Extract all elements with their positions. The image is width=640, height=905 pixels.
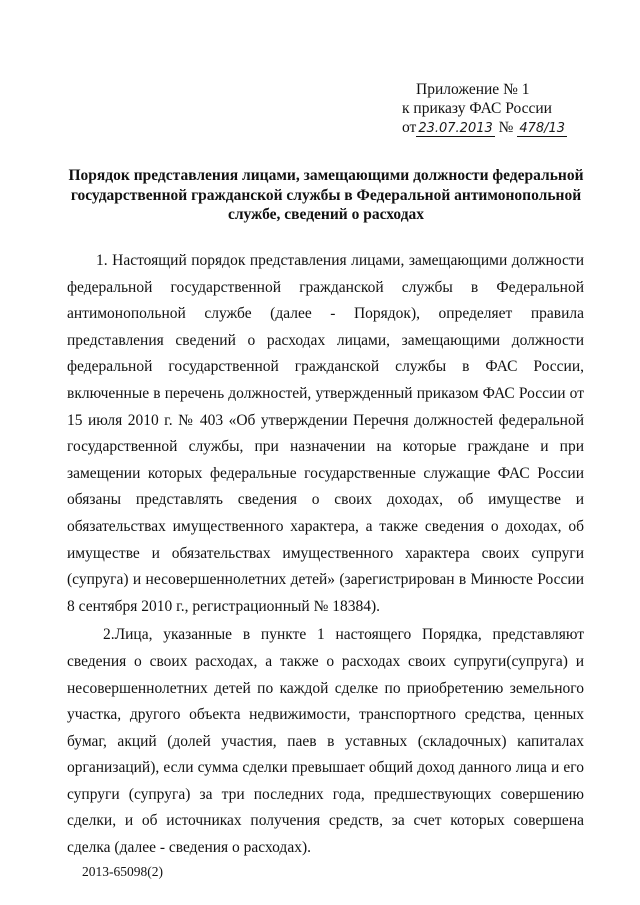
paragraph-1: 1. Настоящий порядок представления лицами, замещающими должности федеральной государственной гражданской службы в Федеральной антимонопольной службе (далее - Порядок), определяет правила представления сведений о расходах лицами, замещающими должности федеральной государственной гражданской службы в ФАС России, включенные в перечень должностей, утвержденный приказом ФАС России от 15 июля 2010 г. № 403 «Об утверждении Перечня должностей федеральной государственной службы, при назначении на которые граждане и при замещении которых федеральные государственные служащие ФАС России обязаны представлять сведения о своих доходах, об имуществе и обязательствах имущественного характера, а также сведения о доходах, об имуществе и обязательствах имущественного характера своих супруги (супруга) и несовершеннолетних детей» (зарегистрирован в Минюсте России 8 сентября 2010 г., регистрационный № 18384). [67,252,584,615]
appendix-order-ref: к приказу ФАС России [402,100,552,117]
document-body [67,248,584,862]
appendix-number-label: № [498,119,514,136]
handwritten-date: 23.07.2013 [418,121,493,136]
paragraph-2: 2.Лица, указанные в пункте 1 настоящего Порядка, представляют сведения о своих расходах, а также о расходах своих супруги(супруга) и несовершеннолетних детей по каждой сделке по приобретению земельного участка, другого объекта недвижимости, транспортного средства, ценных бумаг, акций (долей участия, паев в уставных (складочных) капиталах организаций), если сумма сделки превышает общий доход данного лица и его супруги (супруга) за три последних года, предшествующих совершению сделки, и об источниках получения средств, за счет которых совершена сделка (далее - сведения о расходах). [67,626,584,857]
appendix-date-number [402,118,567,138]
appendix-block [402,80,567,138]
appendix-from-label: от [402,119,417,136]
document-title: Порядок представления лицами, замещающими должности федеральной государственной гражданской службы в Федеральной антимонопольной службе, сведений о расходах [68,167,584,223]
footer-document-code: 2013-65098(2) [82,864,163,879]
appendix-title: Приложение № 1 [416,81,530,98]
handwritten-number: 478/13 [519,121,566,136]
